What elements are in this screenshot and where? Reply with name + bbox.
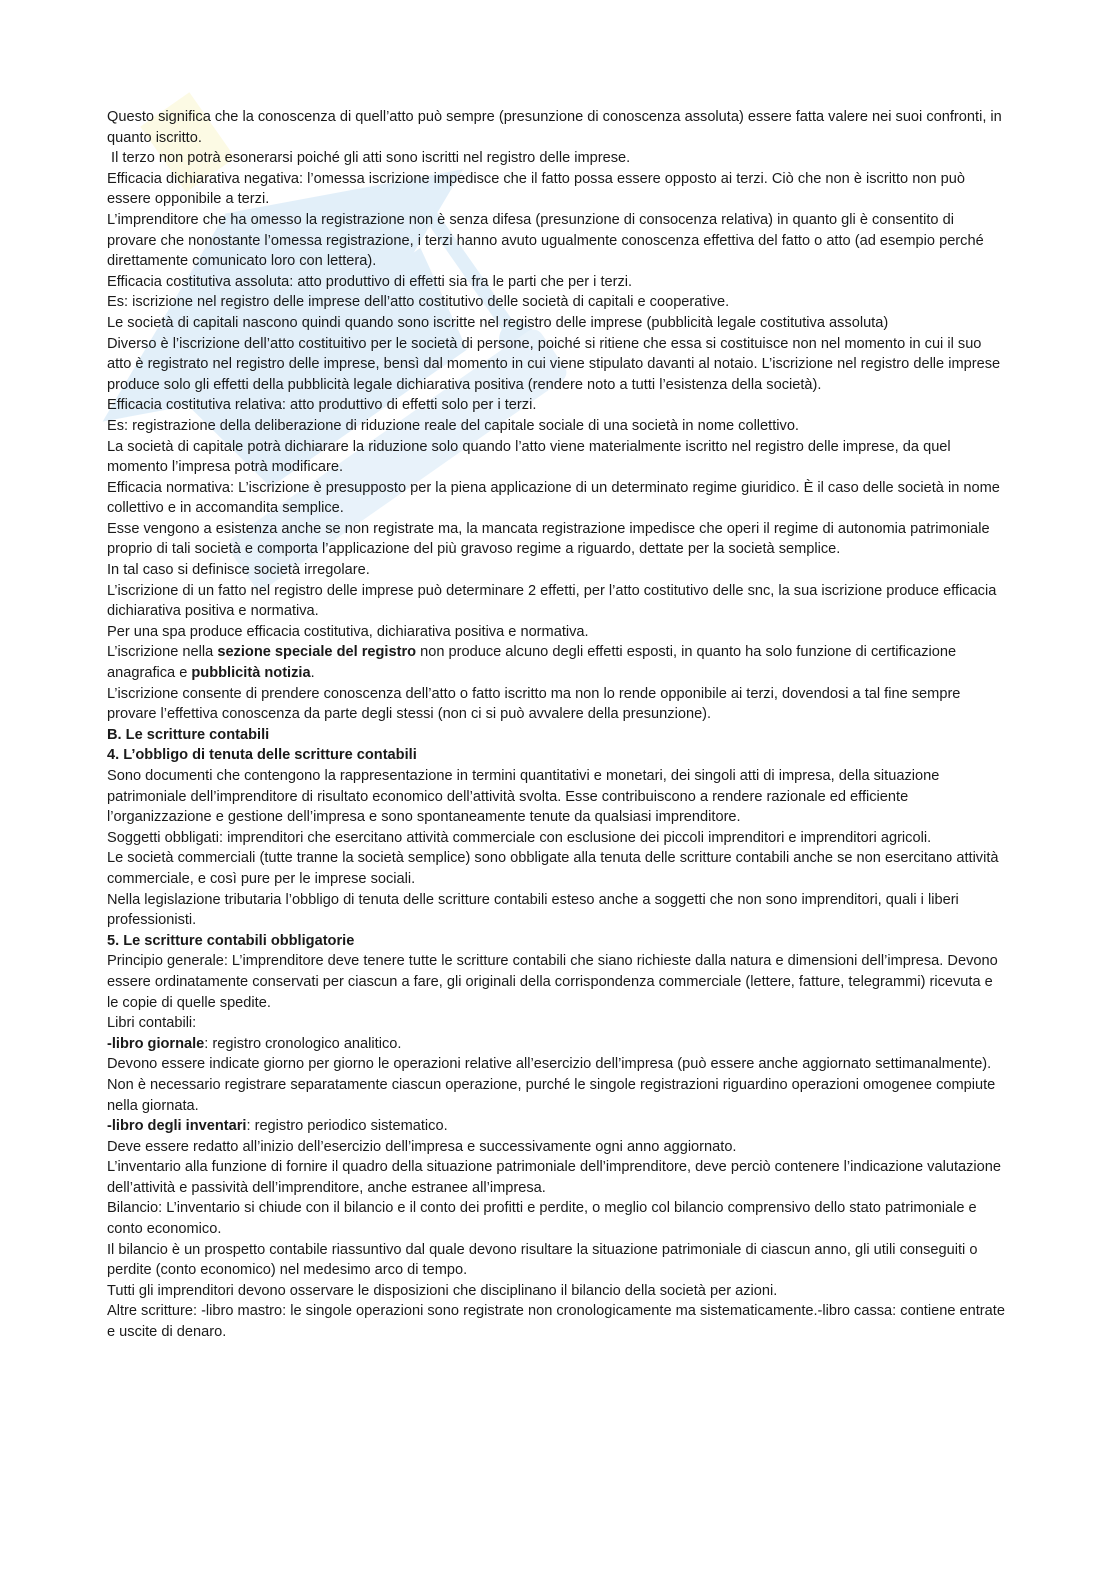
- text-run: non produce alcuno degli effetti esposti, in quanto ha solo funzione di certificazione anagrafica e: [107, 644, 957, 682]
- paragraph: Tutti gli imprenditori devono osservare le disposizioni che disciplinano il bilancio della società per azioni.: [107, 1282, 778, 1299]
- paragraph: Il terzo non potrà esonerarsi poiché gli atti sono iscritti nel registro delle imprese.: [107, 150, 631, 167]
- paragraph: Per una spa produce efficacia costitutiva, dichiarativa positiva e normativa.: [107, 623, 589, 640]
- paragraph: Bilancio: L’inventario si chiude con il bilancio e il conto dei profitti e perdite, o meglio col bilancio comprensivo dello stato patrimoniale e conto economico.: [107, 1200, 977, 1238]
- paragraph: Nella legislazione tributaria l’obbligo di tenuta delle scritture contabili esteso anche a soggetti che non sono imprenditori, quali i liberi professionisti.: [107, 891, 959, 929]
- paragraph: Sono documenti che contengono la rappresentazione in termini quantitativi e monetari, dei singoli atti di impresa, della situazione patrimoniale dell’imprenditore di risultato economico dell’attività svolta. Esse contribuiscono a rendere razionale ed efficiente l’organizzazione e gestione dell’impresa e sono spontaneamente tenute da qualsiasi imprenditore.: [107, 768, 940, 826]
- section-heading-4: 4. L’obbligo di tenuta delle scritture contabili: [107, 747, 417, 764]
- section-heading-5: 5. Le scritture contabili obbligatorie: [107, 932, 355, 949]
- paragraph: Principio generale: L’imprenditore deve tenere tutte le scritture contabili che siano richieste dalla natura e dimensioni dell’impresa. Devono essere ordinatamente conservati per ciascun a fare, gli originali della corrispondenza commerciale (lettere, fatture, telegrammi) ricevuta e le copie di quelle spedite.: [107, 953, 998, 1011]
- paragraph: Altre scritture: -libro mastro: le singole operazioni sono registrate non cronologicamente ma sistematicamente.-libro cassa: contiene entrate e uscite di denaro.: [107, 1303, 1005, 1341]
- paragraph: Libri contabili:: [107, 1015, 197, 1032]
- paragraph: Le società commerciali (tutte tranne la società semplice) sono obbligate alla tenuta delle scritture contabili anche se non esercitano attività commerciale, e così pure per le imprese sociali.: [107, 850, 999, 887]
- paragraph: L’imprenditore che ha omesso la registrazione non è senza difesa (presunzione di consocenza relativa) in quanto gli è consentito di provare che nonostante l’omessa registrazione, i terzi hanno avuto ugualmente conoscenza effettiva del fatto o atto (ad esempio perché direttamente comunicato loro con lettera).: [107, 211, 984, 270]
- paragraph-libro-inventari: [107, 1116, 1007, 1137]
- paragraph-special-section: [107, 642, 1007, 683]
- paragraph: Efficacia costitutiva assoluta: atto produttivo di effetti sia fra le parti che per i terzi.: [107, 273, 633, 290]
- paragraph: Le società di capitali nascono quindi quando sono iscritte nel registro delle imprese (pubblicità legale costitutiva assoluta): [107, 314, 889, 331]
- paragraph: Non è necessario registrare separatamente ciascun operazione, purché le singole registrazioni riguardino operazioni omogenee compiute nella giornata.: [107, 1076, 996, 1114]
- bold-term: pubblicità notizia: [191, 665, 311, 682]
- paragraph-libro-giornale: [107, 1034, 1007, 1055]
- paragraph: La società di capitale potrà dichiarare la riduzione solo quando l’atto viene materialmente iscritto nel registro delle imprese, da quel momento l’impresa potrà modificare.: [107, 438, 951, 476]
- paragraph: Diverso è l’iscrizione dell’atto costituitivo per le società di persone, poiché si ritiene che essa si costituisce non nel momento in cui il suo atto è registrato nel registro delle imprese, bensì dal momento in cui viene stipulato davanti al notaio. L’iscrizione nel registro delle imprese produce solo gli effetti della pubblicità legale dichiarativa positiva (rendere noto a tutti l’esistenza della società).: [107, 335, 1001, 393]
- paragraph: Soggetti obbligati: imprenditori che esercitano attività commerciale con esclusione dei piccoli imprenditori e imprenditori agricoli.: [107, 829, 932, 846]
- bold-term: sezione speciale del registro: [217, 644, 417, 661]
- paragraph: Es: iscrizione nel registro delle imprese dell’atto costitutivo delle società di capitali e cooperative.: [107, 294, 730, 311]
- paragraph: Deve essere redatto all’inizio dell’esercizio dell’impresa e successivamente ogni anno aggiornato.: [107, 1138, 737, 1155]
- paragraph: Es: registrazione della deliberazione di riduzione reale del capitale sociale di una società in nome collettivo.: [107, 417, 799, 434]
- paragraph: In tal caso si definisce società irregolare.: [107, 562, 370, 579]
- paragraph: Il bilancio è un prospetto contabile riassuntivo dal quale devono risultare la situazione patrimoniale di ciascun anno, gli utili conseguiti o perdite (conto economico) nel medesimo arco di tempo.: [107, 1241, 978, 1279]
- bold-term: -libro giornale: [107, 1035, 205, 1052]
- document-text: [107, 107, 1007, 1343]
- paragraph: Efficacia dichiarativa negativa: l’omessa iscrizione impedisce che il fatto possa essere opposto ai terzi. Ciò che non è iscritto non può essere opponibile a terzi.: [107, 170, 965, 208]
- paragraph: Esse vengono a esistenza anche se non registrate ma, la mancata registrazione impedisce che operi il regime di autonomia patrimoniale proprio di tali società e comporta l’applicazione del più gravoso regime a riguardo, dettate per la società semplice.: [107, 520, 990, 558]
- text-run: .: [310, 665, 315, 682]
- text-run: L’iscrizione nella: [107, 644, 218, 661]
- paragraph: L’iscrizione consente di prendere conoscenza dell’atto o fatto iscritto ma non lo rende opponibile ai terzi, dovendosi a tal fine sempre provare l’effettiva conoscenza da parte degli stessi (non ci si può avvalere della presunzione).: [107, 685, 961, 723]
- paragraph: Efficacia normativa: L’iscrizione è presupposto per la piena applicazione di un determinato regime giuridico. È il caso delle società in nome collettivo e in accomandita semplice.: [107, 479, 1000, 517]
- text-run: : registro periodico sistematico.: [246, 1118, 448, 1135]
- paragraph: Efficacia costitutiva relativa: atto produttivo di effetti solo per i terzi.: [107, 397, 537, 414]
- paragraph: L’iscrizione di un fatto nel registro delle imprese può determinare 2 effetti, per l’atto costitutivo delle snc, la sua iscrizione produce efficacia dichiarativa positiva e normativa.: [107, 582, 997, 620]
- text-run: : registro cronologico analitico.: [204, 1035, 402, 1052]
- bold-term: -libro degli inventari: [107, 1118, 247, 1135]
- paragraph: Questo significa che la conoscenza di quell’atto può sempre (presunzione di conoscenza assoluta) essere fatta valere nei suoi confronti, in quanto iscritto.: [107, 109, 1002, 146]
- paragraph: Devono essere indicate giorno per giorno le operazioni relative all’esercizio dell’impresa (può essere anche aggiornato settimanalmente).: [107, 1056, 992, 1073]
- paragraph: L’inventario alla funzione di fornire il quadro della situazione patrimoniale dell’imprenditore, deve perciò contenere l’indicazione valutazione dell’attività e passività dell’imprenditore, anche estranee all’impresa.: [107, 1159, 1002, 1196]
- section-heading-b: B. Le scritture contabili: [107, 726, 270, 743]
